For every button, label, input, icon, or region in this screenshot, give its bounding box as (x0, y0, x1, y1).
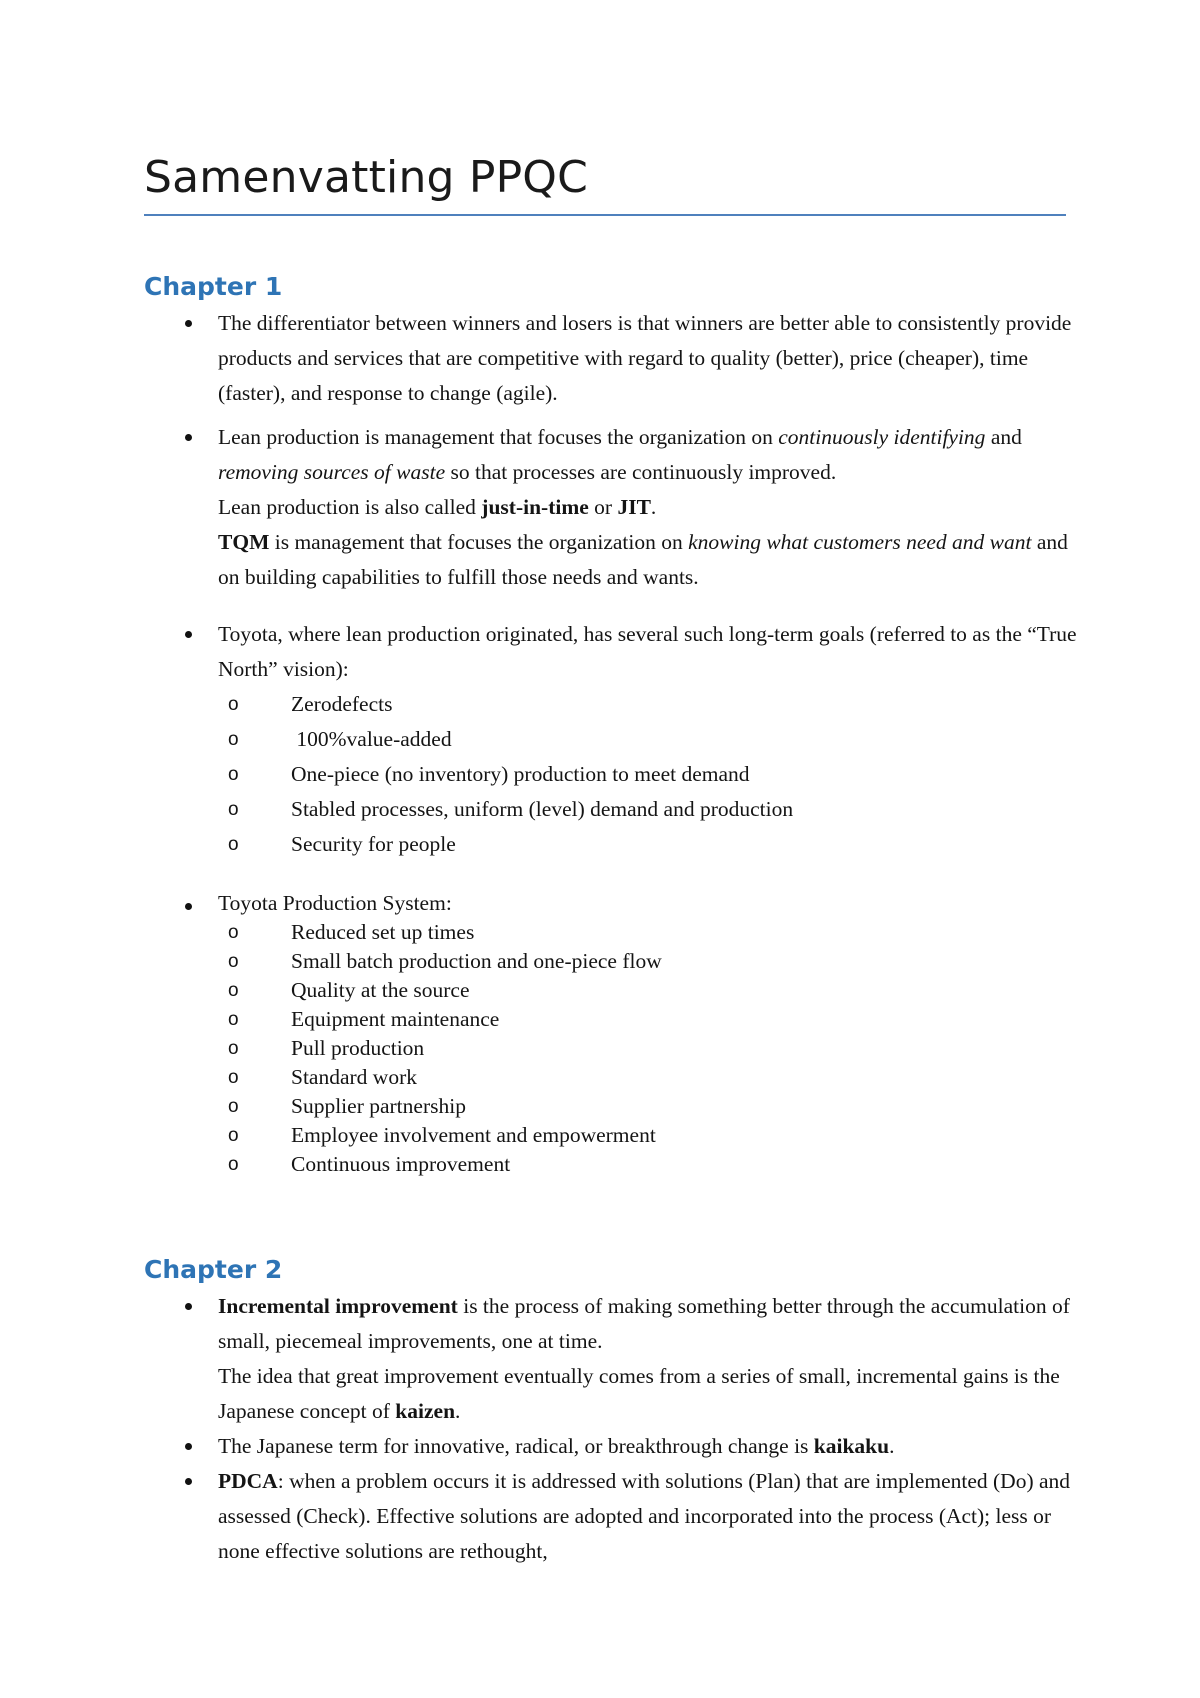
sub-list-item (218, 722, 1084, 757)
circle-bullet-icon: o (228, 1154, 239, 1175)
circle-bullet-icon: o (228, 1125, 239, 1146)
tps-elements-list (218, 918, 1084, 1179)
sub-item-text: Pull production (291, 1036, 425, 1060)
sub-item-text: Quality at the source (291, 978, 470, 1002)
sub-item-text: Employee involvement and empowerment (291, 1123, 656, 1147)
text-run: and (985, 425, 1022, 449)
sub-list-item (218, 1121, 1084, 1150)
bullet-dot-icon (185, 1303, 192, 1310)
text-run: . (650, 495, 657, 519)
sub-item-text: Stabled processes, uniform (level) demand and production (291, 797, 794, 821)
circle-bullet-icon: o (228, 1067, 239, 1088)
bold-term: just-in-time (481, 495, 589, 519)
kaikaku-definition (218, 1429, 1084, 1464)
circle-bullet-icon: o (228, 1009, 239, 1030)
bullet-dot-icon (185, 903, 192, 910)
document-title: Samenvatting PPQC (144, 152, 589, 203)
bullet-dot-icon (185, 1443, 192, 1450)
chapter-1-bullet-toyota-production-system (144, 889, 1084, 1179)
bullet-dot-icon (185, 1478, 192, 1485)
bold-term: JIT (617, 495, 651, 519)
true-north-goals-list (218, 687, 1084, 862)
text-run: . (889, 1434, 895, 1458)
bold-term: kaizen (395, 1399, 456, 1423)
sub-list-item (218, 1005, 1084, 1034)
lean-definition (218, 420, 1084, 490)
sub-item-text: Equipment maintenance (291, 1007, 500, 1031)
sub-list-item (218, 1150, 1084, 1179)
chapter-1-bullet-list (144, 306, 1084, 1179)
text-run: : when a problem occurs it is addressed with solutions (Plan) that are implemented (Do) and assessed (Check). Effective solutions are adopted and incorporated into the process (Act); less or none effective solutions are rethought, (218, 1469, 1071, 1563)
sub-list-item (218, 1063, 1084, 1092)
pdca-definition (218, 1464, 1084, 1569)
circle-bullet-icon: o (228, 951, 239, 972)
text-run: is management that focuses the organization on (269, 530, 689, 554)
circle-bullet-icon: o (228, 1096, 239, 1117)
chapter-1-bullet-toyota-goals (144, 617, 1084, 862)
chapter-2-bullet-list (144, 1289, 1084, 1569)
sub-list-item (218, 827, 1084, 862)
bullet-text: The differentiator between winners and losers is that winners are better able to consistently provide products and services that are competitive with regard to quality (better), price (cheaper), time (faster), and response to change (agile). (218, 311, 1072, 405)
bullet-text: Toyota, where lean production originated, has several such long-term goals (referred to as the “True North” vision): (218, 622, 1077, 681)
circle-bullet-icon: o (228, 729, 239, 750)
chapter-2-bullet-pdca (144, 1464, 1084, 1569)
jit-definition (218, 490, 1084, 525)
chapter-1-heading: Chapter 1 (144, 272, 283, 301)
sub-list-item (218, 792, 1084, 827)
italic-term: knowing what customers need and want (688, 530, 1032, 554)
circle-bullet-icon: o (228, 980, 239, 1001)
bold-term: kaikaku (813, 1434, 890, 1458)
sub-list-item (218, 976, 1084, 1005)
bullet-dot-icon (185, 320, 192, 327)
kaizen-definition (218, 1359, 1084, 1429)
sub-item-text: Security for people (291, 832, 456, 856)
chapter-2-bullet-incremental-improvement (144, 1289, 1084, 1429)
chapter-1-bullet-differentiator (144, 306, 1084, 405)
circle-bullet-icon: o (228, 799, 239, 820)
sub-list-item (218, 947, 1084, 976)
circle-bullet-icon: o (228, 834, 239, 855)
sub-list-item (218, 1034, 1084, 1063)
incremental-definition (218, 1289, 1084, 1359)
circle-bullet-icon: o (228, 764, 239, 785)
bold-term: Incremental improvement (218, 1294, 458, 1318)
italic-term: continuously identifying (778, 425, 986, 449)
italic-term: removing sources of waste (218, 460, 446, 484)
sub-list-item (218, 687, 1084, 722)
sub-list-item (218, 1092, 1084, 1121)
text-run: . (455, 1399, 461, 1423)
bullet-dot-icon (185, 434, 192, 441)
circle-bullet-icon: o (228, 1038, 239, 1059)
chapter-1-bullet-lean-production (144, 420, 1084, 595)
chapter-2-heading: Chapter 2 (144, 1255, 283, 1284)
sub-list-item (218, 757, 1084, 792)
sub-list-item (218, 918, 1084, 947)
circle-bullet-icon: o (228, 922, 239, 943)
sub-item-text: 100%value-added (291, 727, 452, 751)
tqm-definition (218, 525, 1084, 595)
sub-item-text: One-piece (no inventory) production to meet demand (291, 762, 750, 786)
bold-term: PDCA (218, 1469, 278, 1493)
text-run: Lean production is also called (218, 495, 482, 519)
sub-item-text: Reduced set up times (291, 920, 475, 944)
text-run: The Japanese term for innovative, radical, or breakthrough change is (218, 1434, 814, 1458)
text-run: and on building capabilities to fulfill those needs and wants. (218, 530, 1068, 589)
sub-item-text: Zerodefects (291, 692, 393, 716)
text-run: or (588, 495, 618, 519)
sub-item-text: Small batch production and one-piece flow (291, 949, 662, 973)
sub-item-text: Supplier partnership (291, 1094, 466, 1118)
sub-item-text: Standard work (291, 1065, 417, 1089)
text-run: is the process of making something better through the accumulation of small, piecemeal improvements, one at time. (218, 1294, 1070, 1353)
circle-bullet-icon: o (228, 694, 239, 715)
bold-term: TQM (218, 530, 270, 554)
text-run: so that processes are continuously improved. (445, 460, 837, 484)
bullet-dot-icon (185, 631, 192, 638)
chapter-2-bullet-kaikaku (144, 1429, 1084, 1464)
text-run: Lean production is management that focuses the organization on (218, 425, 779, 449)
sub-item-text: Continuous improvement (291, 1152, 511, 1176)
bullet-text: Toyota Production System: (218, 891, 452, 915)
text-run: The idea that great improvement eventually comes from a series of small, incremental gains is the Japanese concept of (218, 1364, 1060, 1423)
title-underline (144, 214, 1066, 216)
